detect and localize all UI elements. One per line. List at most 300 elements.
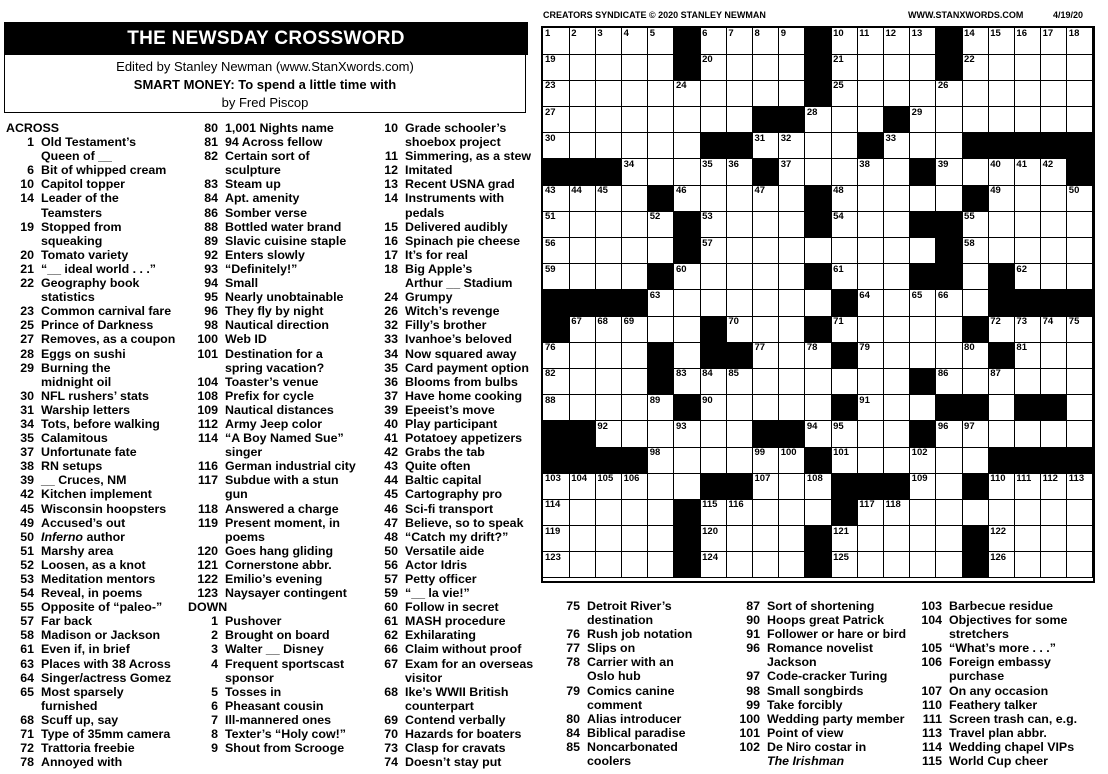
grid-cell bbox=[779, 264, 806, 291]
clue-line bbox=[188, 727, 370, 741]
clue-line bbox=[374, 600, 538, 614]
clue-line bbox=[188, 403, 370, 417]
grid-cell bbox=[910, 395, 937, 422]
grid-cell bbox=[700, 264, 727, 291]
cell-number: 84 bbox=[702, 368, 713, 380]
clue-line bbox=[188, 685, 370, 699]
clue-text: Spinach pie cheese bbox=[405, 233, 521, 248]
grid-cell bbox=[700, 80, 727, 107]
clue-text: Accused’s out bbox=[41, 515, 126, 530]
grid-cell bbox=[700, 185, 727, 212]
grid-cell bbox=[988, 28, 1015, 55]
clue-number: 17 bbox=[384, 247, 398, 262]
grid-block bbox=[857, 473, 884, 500]
clue-line bbox=[188, 177, 370, 191]
clue-text: Bit of whipped cream bbox=[41, 163, 167, 178]
clue-line bbox=[374, 558, 538, 572]
grid-cell bbox=[753, 290, 780, 317]
clue-text: Places with 38 Across bbox=[41, 656, 171, 671]
clue-line bbox=[734, 655, 912, 669]
clue-number: 77 bbox=[566, 641, 580, 656]
grid-cell bbox=[569, 499, 596, 526]
clue-line bbox=[6, 516, 184, 530]
clue-column-5 bbox=[734, 599, 912, 768]
clue-number: 20 bbox=[20, 247, 34, 262]
grid-cell bbox=[595, 54, 622, 81]
clue-number: 19 bbox=[20, 219, 34, 234]
grid-cell bbox=[779, 473, 806, 500]
grid-cell bbox=[543, 552, 570, 579]
clue-text: Carrier with an bbox=[587, 655, 674, 670]
cell-number: 76 bbox=[545, 342, 556, 354]
clue-number: 52 bbox=[20, 557, 34, 572]
clue-line bbox=[188, 276, 370, 290]
clue-text: Nearly unobtainable bbox=[225, 290, 344, 305]
clue-number: 25 bbox=[20, 318, 34, 333]
clue-line bbox=[374, 220, 538, 234]
cell-number: 66 bbox=[937, 289, 949, 301]
clue-number: 78 bbox=[566, 655, 580, 670]
grid-block bbox=[779, 421, 806, 448]
grid-block bbox=[805, 526, 832, 553]
clue-text: Foreign embassy bbox=[949, 655, 1051, 670]
cell-number: 24 bbox=[675, 80, 687, 92]
grid-cell bbox=[857, 447, 884, 474]
grid-cell bbox=[595, 264, 622, 291]
cell-number: 62 bbox=[1016, 263, 1027, 275]
grid-cell bbox=[674, 342, 701, 369]
clue-line bbox=[374, 318, 538, 332]
grid-cell bbox=[700, 395, 727, 422]
clue-text: Kitchen implement bbox=[41, 487, 152, 502]
grid-cell bbox=[543, 473, 570, 500]
clue-number: 100 bbox=[197, 332, 218, 347]
grid-block bbox=[753, 107, 780, 134]
clue-line bbox=[6, 473, 184, 487]
grid-cell bbox=[648, 133, 675, 160]
clue-number: 103 bbox=[921, 599, 942, 613]
grid-cell bbox=[1067, 264, 1094, 291]
grid-cell bbox=[857, 28, 884, 55]
cell-number: 20 bbox=[702, 54, 713, 66]
clue-number: 37 bbox=[384, 388, 398, 403]
clue-number: 104 bbox=[921, 613, 942, 628]
grid-cell bbox=[648, 473, 675, 500]
cell-number: 38 bbox=[859, 158, 870, 170]
clue-line bbox=[188, 445, 370, 459]
grid-cell bbox=[831, 185, 858, 212]
cell-number: 114 bbox=[545, 499, 561, 511]
clue-line bbox=[6, 459, 184, 473]
clue-text: Alias introducer bbox=[587, 711, 682, 726]
grid-cell bbox=[779, 185, 806, 212]
cell-number: 69 bbox=[623, 316, 635, 328]
grid-cell bbox=[910, 185, 937, 212]
clue-line bbox=[734, 712, 912, 726]
grid-cell bbox=[648, 159, 675, 186]
grid-block bbox=[962, 133, 989, 160]
clue-text: Prince of Darkness bbox=[41, 318, 154, 333]
clue-line bbox=[6, 220, 184, 234]
cell-number: 54 bbox=[833, 211, 844, 223]
clue-number: 65 bbox=[20, 684, 34, 699]
clue-number: 56 bbox=[384, 557, 398, 572]
grid-cell bbox=[622, 316, 649, 343]
grid-block bbox=[910, 368, 937, 395]
grid-cell bbox=[543, 264, 570, 291]
clue-line bbox=[914, 754, 1104, 768]
clue-line bbox=[914, 613, 1104, 627]
cell-number: 42 bbox=[1042, 158, 1054, 170]
clue-text: Queen of __ bbox=[41, 149, 112, 164]
clue-line bbox=[188, 220, 370, 234]
grid-block bbox=[883, 107, 910, 134]
grid-cell bbox=[622, 499, 649, 526]
grid-cell bbox=[1067, 80, 1094, 107]
clue-line bbox=[188, 318, 370, 332]
grid-cell bbox=[1067, 499, 1094, 526]
grid-block bbox=[936, 211, 963, 238]
clue-number: 46 bbox=[384, 501, 398, 516]
clue-number: 116 bbox=[198, 459, 218, 474]
grid-cell bbox=[910, 238, 937, 265]
grid-cell bbox=[1014, 238, 1041, 265]
grid-cell bbox=[1041, 264, 1068, 291]
grid-cell bbox=[1067, 421, 1094, 448]
clue-text: Oslo hub bbox=[587, 669, 641, 684]
grid-cell bbox=[831, 368, 858, 395]
clue-number: 78 bbox=[20, 755, 34, 770]
grid-block bbox=[805, 552, 832, 579]
clue-line bbox=[6, 332, 184, 346]
clue-line bbox=[374, 642, 538, 656]
clue-text: comment bbox=[587, 697, 643, 712]
cell-number: 16 bbox=[1016, 28, 1027, 39]
grid-block bbox=[726, 473, 753, 500]
grid-cell bbox=[857, 54, 884, 81]
grid-block bbox=[831, 473, 858, 500]
clue-text: Barbecue residue bbox=[949, 599, 1053, 613]
clue-text: Code-cracker Turing bbox=[767, 669, 888, 684]
clue-number: 44 bbox=[384, 473, 398, 488]
clue-number: 36 bbox=[384, 374, 398, 389]
clue-line bbox=[188, 347, 370, 361]
grid-cell bbox=[831, 80, 858, 107]
clue-number: 35 bbox=[384, 360, 398, 375]
clue-line bbox=[6, 177, 184, 191]
grid-cell bbox=[910, 290, 937, 317]
cell-number: 21 bbox=[833, 54, 844, 66]
grid-block bbox=[883, 473, 910, 500]
grid-cell bbox=[595, 421, 622, 448]
grid-cell bbox=[962, 342, 989, 369]
clue-text: Present moment, in bbox=[225, 515, 340, 530]
grid-block bbox=[648, 342, 675, 369]
clue-number: 99 bbox=[746, 697, 760, 712]
clue-number: 40 bbox=[384, 416, 398, 431]
grid-cell bbox=[962, 238, 989, 265]
grid-cell bbox=[700, 447, 727, 474]
grid-block bbox=[700, 473, 727, 500]
cell-number: 98 bbox=[649, 447, 661, 459]
clue-text: Potatoey appetizers bbox=[405, 431, 523, 446]
grid-cell bbox=[648, 211, 675, 238]
clue-number: 95 bbox=[204, 290, 218, 305]
cell-number: 17 bbox=[1042, 28, 1054, 39]
grid-cell bbox=[726, 552, 753, 579]
clue-line bbox=[374, 347, 538, 361]
grid-cell bbox=[648, 28, 675, 55]
grid-cell bbox=[569, 211, 596, 238]
grid-cell bbox=[962, 447, 989, 474]
cell-number: 10 bbox=[833, 28, 844, 39]
clue-line bbox=[374, 431, 538, 445]
clue-number bbox=[374, 135, 405, 149]
cell-number: 60 bbox=[675, 263, 687, 275]
clue-number: 6 bbox=[211, 698, 218, 713]
grid-block bbox=[543, 290, 570, 317]
clue-line bbox=[374, 502, 538, 516]
grid-cell bbox=[1014, 499, 1041, 526]
clue-number: 118 bbox=[198, 501, 218, 516]
clue-line bbox=[6, 544, 184, 558]
clue-line bbox=[6, 248, 184, 262]
grid-cell bbox=[674, 316, 701, 343]
clue-number: 14 bbox=[20, 191, 34, 206]
grid-cell bbox=[1067, 342, 1094, 369]
clue-number: 50 bbox=[20, 529, 34, 544]
grid-cell bbox=[569, 473, 596, 500]
grid-cell bbox=[700, 499, 727, 526]
clue-number bbox=[6, 290, 41, 304]
cell-number: 37 bbox=[780, 158, 792, 170]
grid-cell bbox=[936, 421, 963, 448]
grid-cell bbox=[543, 133, 570, 160]
clue-text: Tosses in bbox=[225, 684, 282, 699]
grid-cell bbox=[1067, 238, 1094, 265]
grid-cell bbox=[726, 421, 753, 448]
grid-cell bbox=[1067, 107, 1094, 134]
grid-cell bbox=[674, 133, 701, 160]
clue-line bbox=[374, 473, 538, 487]
clue-line bbox=[188, 713, 370, 727]
clue-number: 59 bbox=[384, 586, 398, 601]
cell-number: 34 bbox=[623, 158, 635, 170]
puzzle-info-box bbox=[4, 55, 526, 113]
clue-line bbox=[6, 671, 184, 685]
clue-text: Quite often bbox=[405, 459, 471, 474]
clue-column-2 bbox=[188, 121, 370, 755]
clue-line bbox=[374, 544, 538, 558]
grid-cell bbox=[726, 185, 753, 212]
grid-cell bbox=[910, 342, 937, 369]
cell-number: 100 bbox=[780, 447, 797, 459]
grid-block bbox=[831, 290, 858, 317]
grid-cell bbox=[962, 159, 989, 186]
clue-line bbox=[374, 262, 538, 276]
clue-number: 32 bbox=[384, 318, 398, 333]
grid-block bbox=[595, 159, 622, 186]
grid-cell bbox=[726, 499, 753, 526]
cell-number: 113 bbox=[1068, 473, 1085, 485]
cell-number: 75 bbox=[1068, 316, 1080, 328]
grid-cell bbox=[883, 395, 910, 422]
clue-line bbox=[6, 163, 184, 177]
grid-block bbox=[753, 159, 780, 186]
clue-line bbox=[188, 135, 370, 149]
grid-block bbox=[543, 421, 570, 448]
grid-cell bbox=[857, 80, 884, 107]
grid-cell bbox=[1014, 473, 1041, 500]
cell-number: 124 bbox=[702, 551, 718, 563]
clue-line bbox=[6, 713, 184, 727]
clue-number: 120 bbox=[197, 543, 218, 558]
clue-number bbox=[554, 669, 587, 683]
grid-cell bbox=[857, 211, 884, 238]
grid-cell bbox=[779, 133, 806, 160]
clue-line bbox=[374, 417, 538, 431]
cell-number: 33 bbox=[885, 132, 897, 144]
clue-number: 86 bbox=[204, 205, 218, 220]
clue-line bbox=[914, 698, 1104, 712]
cell-number: 18 bbox=[1068, 28, 1080, 39]
grid-cell bbox=[753, 316, 780, 343]
cell-number: 97 bbox=[964, 420, 975, 432]
clue-line bbox=[188, 234, 370, 248]
grid-cell bbox=[988, 316, 1015, 343]
clue-text: “__ la vie!” bbox=[405, 586, 470, 601]
clue-number: 98 bbox=[746, 683, 760, 698]
clue-text: “What’s more . . .” bbox=[949, 641, 1056, 656]
clue-number: 76 bbox=[566, 627, 580, 642]
grid-cell bbox=[1041, 238, 1068, 265]
grid-cell bbox=[648, 54, 675, 81]
grid-block bbox=[1014, 290, 1041, 317]
clue-line bbox=[188, 544, 370, 558]
clue-line bbox=[6, 304, 184, 318]
clue-line bbox=[188, 502, 370, 516]
clue-line bbox=[914, 599, 1104, 613]
grid-cell bbox=[936, 159, 963, 186]
clue-text: Filly’s brother bbox=[405, 318, 487, 333]
grid-cell bbox=[753, 133, 780, 160]
grid-cell bbox=[779, 238, 806, 265]
website: WWW.STANXWORDS.COM bbox=[908, 10, 1024, 20]
clue-number: 71 bbox=[20, 727, 34, 742]
cell-number: 11 bbox=[859, 28, 870, 39]
clue-number: 39 bbox=[384, 402, 398, 417]
clue-number: 60 bbox=[384, 600, 398, 615]
clue-number: 57 bbox=[384, 572, 398, 586]
clue-text: Geography book bbox=[41, 276, 140, 291]
clue-text: Arthur __ Stadium bbox=[405, 276, 513, 291]
clue-number bbox=[188, 445, 225, 459]
grid-block bbox=[962, 185, 989, 212]
cell-number: 67 bbox=[571, 316, 582, 328]
grid-cell bbox=[805, 133, 832, 160]
grid-cell bbox=[1014, 552, 1041, 579]
cell-number: 71 bbox=[833, 316, 844, 328]
grid-cell bbox=[962, 290, 989, 317]
cell-number: 55 bbox=[964, 211, 975, 223]
grid-cell bbox=[700, 290, 727, 317]
cell-number: 115 bbox=[702, 499, 718, 511]
clue-column-1 bbox=[6, 121, 184, 769]
grid-cell bbox=[622, 342, 649, 369]
grid-block bbox=[674, 395, 701, 422]
clue-line bbox=[374, 628, 538, 642]
clue-line bbox=[914, 684, 1104, 698]
clue-line bbox=[188, 614, 370, 628]
clue-number: 68 bbox=[384, 684, 398, 699]
grid-block bbox=[543, 447, 570, 474]
grid-cell bbox=[910, 447, 937, 474]
grid-cell bbox=[622, 264, 649, 291]
grid-cell bbox=[857, 264, 884, 291]
clue-number: 57 bbox=[20, 614, 34, 629]
clue-number: 34 bbox=[384, 346, 398, 361]
clue-number: 38 bbox=[20, 459, 34, 474]
grid-cell bbox=[569, 264, 596, 291]
clue-number: 42 bbox=[20, 487, 34, 502]
clue-line bbox=[188, 741, 370, 755]
grid-cell bbox=[779, 499, 806, 526]
clue-text: Army Jeep color bbox=[225, 416, 323, 431]
grid-cell bbox=[595, 552, 622, 579]
clue-text: Toaster’s venue bbox=[225, 374, 319, 389]
grid-block bbox=[595, 447, 622, 474]
grid-cell bbox=[622, 133, 649, 160]
clue-text: Tots, before walking bbox=[41, 416, 160, 431]
grid-cell bbox=[595, 473, 622, 500]
clue-line bbox=[188, 642, 370, 656]
clue-text: Biblical paradise bbox=[587, 725, 686, 740]
grid-cell bbox=[857, 342, 884, 369]
grid-cell bbox=[543, 107, 570, 134]
cell-number: 77 bbox=[754, 342, 766, 354]
clue-text: Follower or hare or bird bbox=[767, 627, 907, 642]
grid-cell bbox=[883, 316, 910, 343]
cell-number: 91 bbox=[859, 394, 870, 406]
clue-number: 123 bbox=[197, 586, 218, 601]
clue-text: counterpart bbox=[405, 698, 474, 713]
clue-text: Removes, as a coupon bbox=[41, 332, 176, 347]
grid-cell bbox=[857, 552, 884, 579]
clue-text: On any occasion bbox=[949, 683, 1049, 698]
cell-number: 119 bbox=[545, 525, 561, 537]
grid-cell bbox=[988, 395, 1015, 422]
cell-number: 9 bbox=[780, 28, 786, 39]
clue-text: Subdue with a stun bbox=[225, 473, 339, 488]
grid-cell bbox=[936, 526, 963, 553]
grid-cell bbox=[1067, 211, 1094, 238]
cell-number: 2 bbox=[571, 28, 577, 39]
grid-cell bbox=[988, 552, 1015, 579]
clue-line bbox=[374, 206, 538, 220]
grid-cell bbox=[753, 54, 780, 81]
grid-cell bbox=[988, 211, 1015, 238]
grid-cell bbox=[700, 552, 727, 579]
grid-block bbox=[805, 54, 832, 81]
clue-line bbox=[374, 163, 538, 177]
clue-line bbox=[6, 431, 184, 445]
grid-cell bbox=[543, 211, 570, 238]
grid-cell bbox=[595, 107, 622, 134]
grid-block bbox=[1014, 447, 1041, 474]
grid-cell bbox=[805, 107, 832, 134]
grid-cell bbox=[1014, 342, 1041, 369]
grid-cell bbox=[910, 80, 937, 107]
